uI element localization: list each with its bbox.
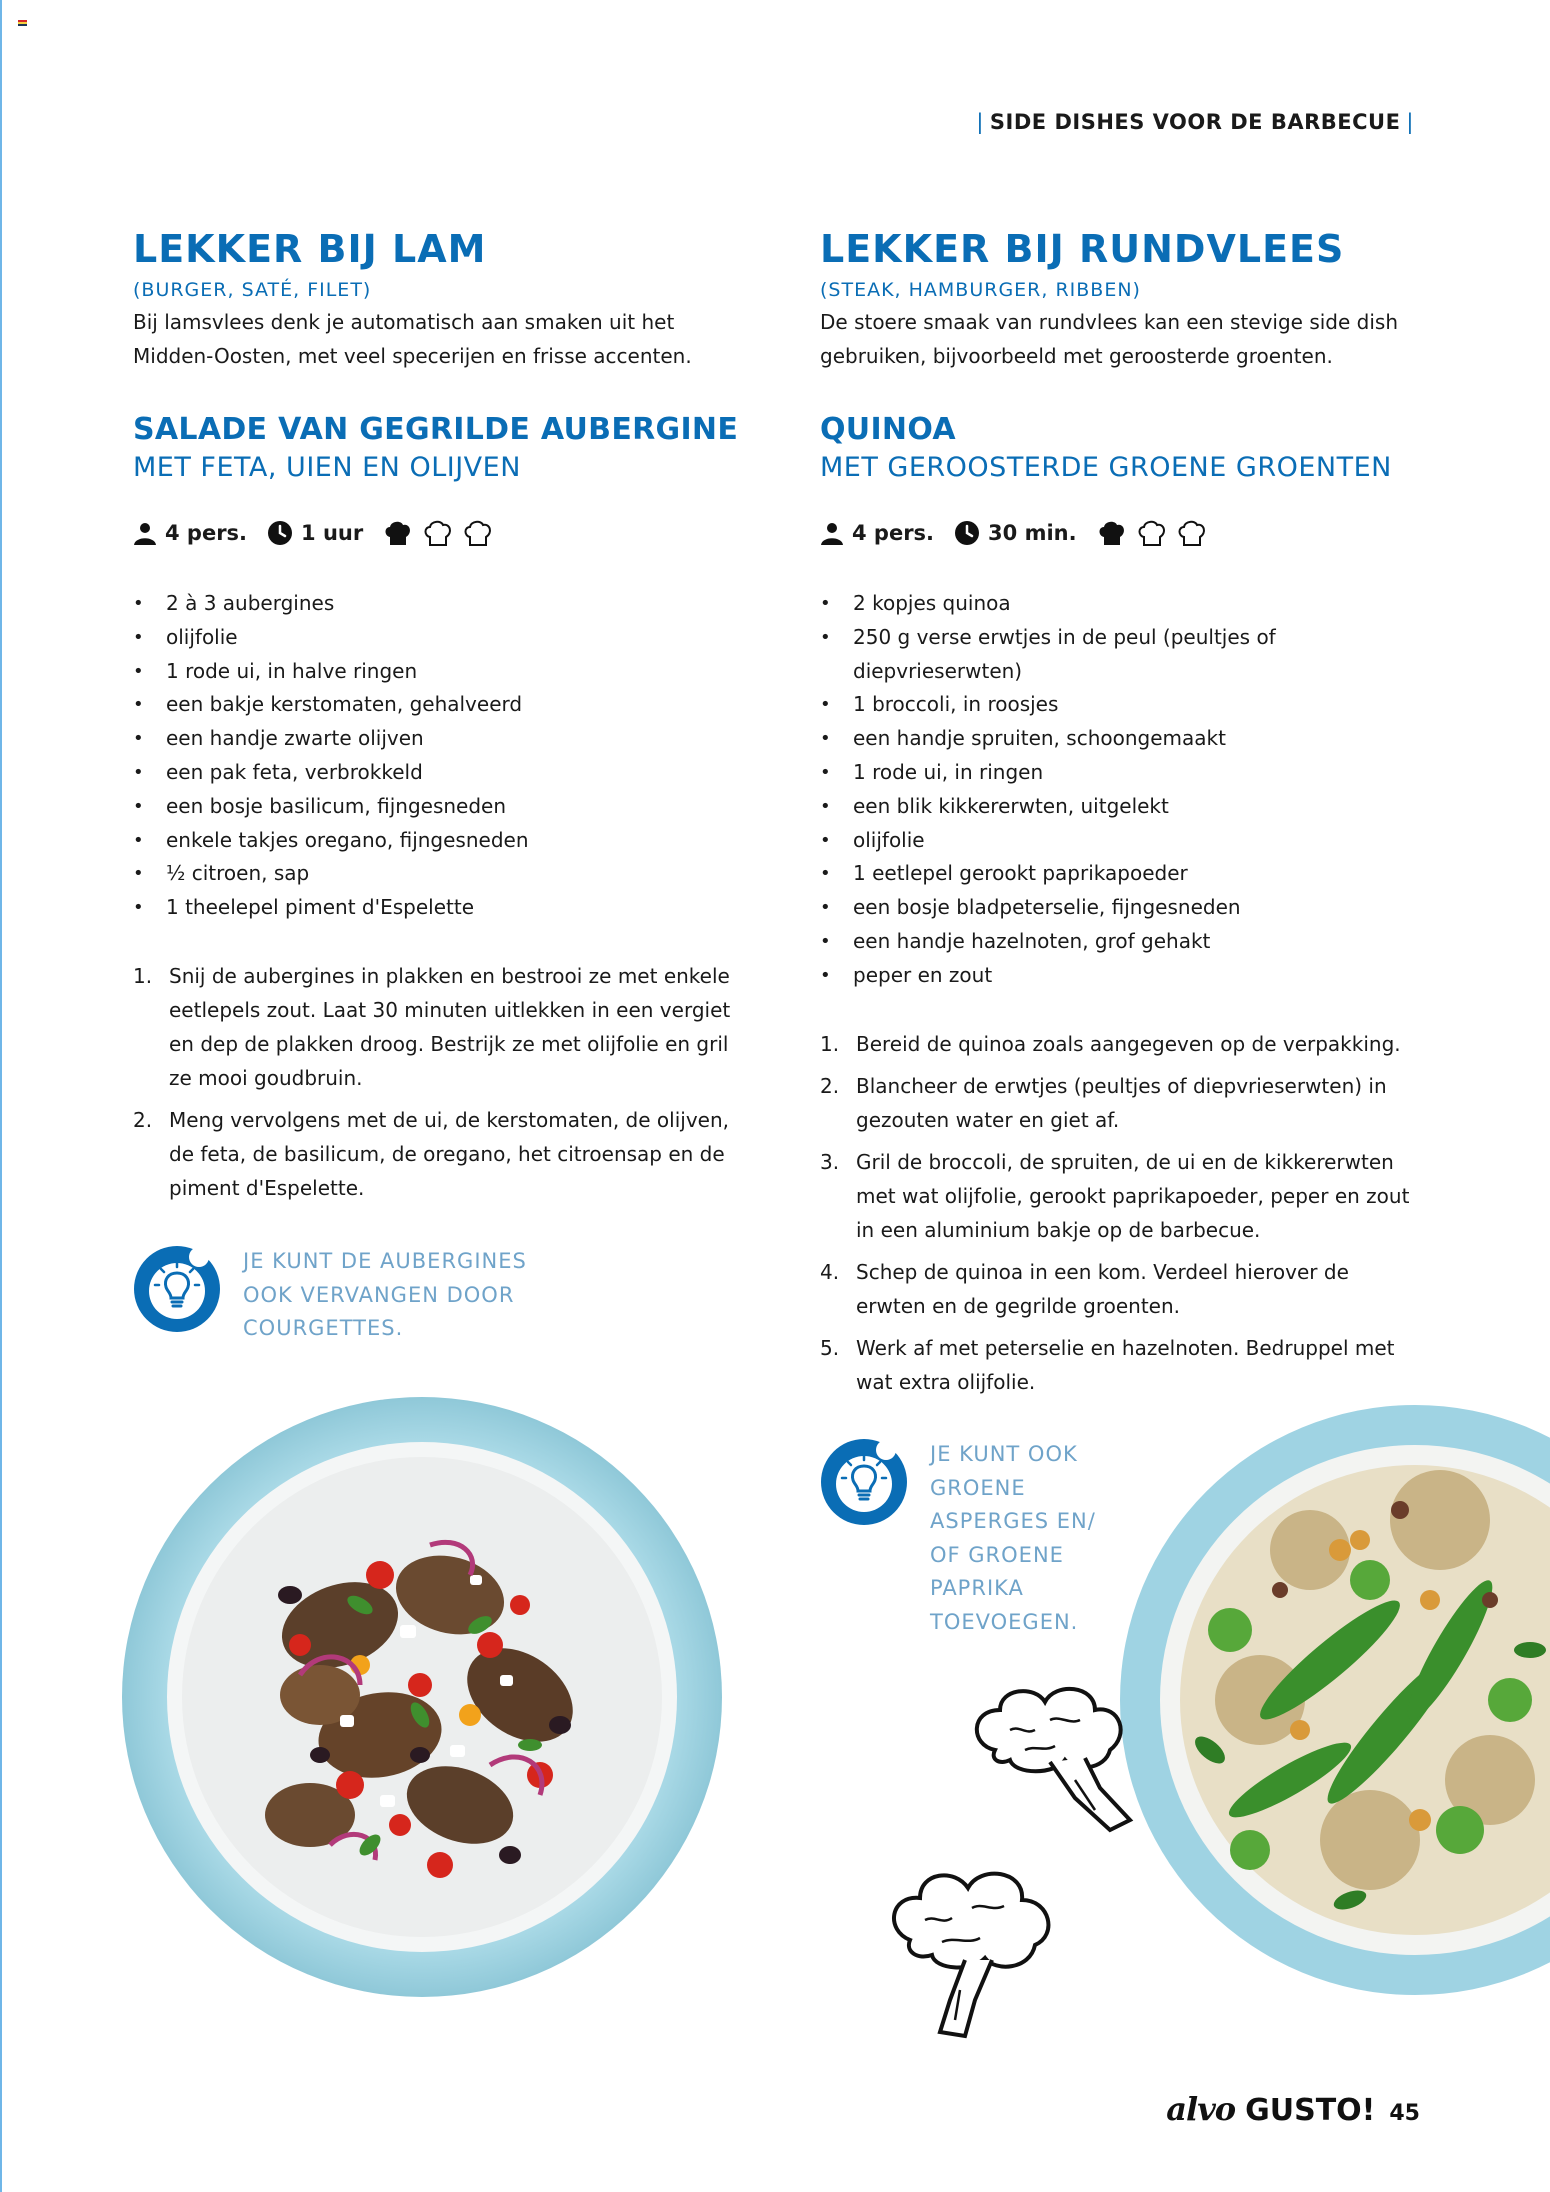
category-subtitle: (STEAK, HAMBURGER, RIBBEN) <box>820 279 1141 301</box>
list-item: • een handje hazelnoten, grof gehakt <box>820 925 1420 959</box>
list-item: • een bosje basilicum, fijngesneden <box>133 790 733 824</box>
category-title: LEKKER BIJ RUNDVLEES <box>820 227 1345 271</box>
chef-hat-icon-empty <box>423 519 453 547</box>
tip-text: JE KUNT DE AUBERGINES OOK VERVANGEN DOOR COURGETTES. <box>243 1249 527 1340</box>
step-item: 2. Blancheer de erwtjes (peultjes of diepvrieserwten) in gezouten water en giet af. <box>820 1073 1387 1132</box>
ingredient-list <box>133 587 733 925</box>
list-item: • olijfolie <box>820 824 1420 858</box>
list-item: • een bosje bladpeterselie, fijngesneden <box>820 891 1420 925</box>
step-text: Werk af met peterselie en hazelnoten. Bedruppel met wat extra olijfolie. <box>856 1335 1395 1394</box>
list-item: • enkele takjes oregano, fijngesneden <box>133 824 733 858</box>
category-title: LEKKER BIJ LAM <box>133 227 487 271</box>
page-number: 45 <box>1389 2101 1420 2126</box>
category-intro: Bij lamsvlees denk je automatisch aan smaken uit het Midden-Oosten, met veel specerijen en frisse accenten. <box>133 310 692 368</box>
chef-hat-icon-empty <box>463 519 493 547</box>
list-item: • 1 theelepel piment d'Espelette <box>133 891 733 925</box>
difficulty-rating <box>1097 519 1215 547</box>
list-item: • peper en zout <box>820 959 1420 993</box>
section-header-text: SIDE DISHES VOOR DE BARBECUE <box>989 110 1401 134</box>
clock-icon <box>954 520 980 546</box>
aubergine-salad-photo <box>120 1395 725 2000</box>
list-item: • 250 g verse erwtjes in de peul (peultjes of diepvrieserwten) <box>820 621 1420 689</box>
list-item: • 2 kopjes quinoa <box>820 587 1420 621</box>
recipe-meta <box>820 513 1420 553</box>
persons-text: 4 pers. <box>165 521 248 545</box>
step-text: Blancheer de erwtjes (peultjes of diepvrieserwten) in gezouten water en giet af. <box>856 1073 1387 1132</box>
recipe-column-right <box>820 225 1420 1407</box>
broccoli-illustration-bottom <box>880 1860 1090 2040</box>
persons-text: 4 pers. <box>852 521 935 545</box>
flag-icon <box>18 20 27 26</box>
list-item: • een blik kikkererwten, uitgelekt <box>820 790 1420 824</box>
chef-hat-icon-filled <box>383 519 413 547</box>
chef-hat-icon-empty <box>1177 519 1207 547</box>
section-header: | SIDE DISHES VOOR DE BARBECUE | <box>976 110 1414 134</box>
tip-box-right <box>820 1438 1150 1639</box>
recipe-subtitle: MET GEROOSTERDE GROENE GROENTEN <box>820 452 1392 483</box>
step-item: 1. Bereid de quinoa zoals aangegeven op de verpakking. <box>820 1031 1401 1056</box>
step-text: Meng vervolgens met de ui, de kerstomaten, de olijven, de feta, de basilicum, de oregano, het citroensap en de piment d'Espelette. <box>169 1107 729 1200</box>
step-text: Schep de quinoa in een kom. Verdeel hierover de erwten en de gegrilde groenten. <box>856 1259 1349 1318</box>
step-item: 5. Werk af met peterselie en hazelnoten. Bedruppel met wat extra olijfolie. <box>820 1335 1395 1394</box>
step-item: 1. Snij de aubergines in plakken en bestrooi ze met enkele eetlepels zout. Laat 30 minuten uitlekken in een vergiet en dep de plakken droog. Bestrijk ze met olijfolie en gril ze mooi goudbruin. <box>133 963 731 1090</box>
category-intro: De stoere smaak van rundvlees kan een stevige side dish gebruiken, bijvoorbeeld met geroosterde groenten. <box>820 310 1398 368</box>
step-item: 2. Meng vervolgens met de ui, de kerstomaten, de olijven, de feta, de basilicum, de oregano, het citroensap en de piment d'Espelette. <box>133 1107 729 1200</box>
list-item: • 1 rode ui, in ringen <box>820 756 1420 790</box>
list-item: • een handje zwarte olijven <box>133 722 733 756</box>
quinoa-bowl-photo <box>1110 1400 1550 2000</box>
recipe-meta <box>133 513 733 553</box>
list-item: • 1 rode ui, in halve ringen <box>133 655 733 689</box>
list-item: • 1 eetlepel gerookt paprikapoeder <box>820 857 1420 891</box>
step-item: 4. Schep de quinoa in een kom. Verdeel hierover de erwten en de gegrilde groenten. <box>820 1259 1349 1318</box>
list-item: • olijfolie <box>133 621 733 655</box>
list-item: • een pak feta, verbrokkeld <box>133 756 733 790</box>
recipe-column-left <box>133 225 739 1213</box>
tip-box-left <box>133 1245 573 1346</box>
difficulty-rating <box>383 519 501 547</box>
person-icon <box>133 521 157 545</box>
page-footer <box>1166 2090 1420 2128</box>
time-text: 1 uur <box>301 521 364 545</box>
list-item: • een bakje kerstomaten, gehalveerd <box>133 688 733 722</box>
clock-icon <box>267 520 293 546</box>
magazine-name: GUSTO! <box>1245 2093 1376 2128</box>
step-list <box>133 959 733 1205</box>
step-item: 3. Gril de broccoli, de spruiten, de ui en de kikkererwten met wat olijfolie, gerookt paprikapoeder, peper en zout in een aluminium bakje op de barbecue. <box>820 1149 1410 1242</box>
time-meta <box>954 520 1077 546</box>
recipe-title: QUINOA <box>820 412 956 447</box>
ingredient-list <box>820 587 1420 993</box>
persons-meta <box>133 521 247 545</box>
persons-meta <box>820 521 934 545</box>
list-item: • een handje spruiten, schoongemaakt <box>820 722 1420 756</box>
chef-hat-icon-filled <box>1097 519 1127 547</box>
list-item: • 1 broccoli, in roosjes <box>820 688 1420 722</box>
lightbulb-tip-icon <box>133 1245 221 1333</box>
chef-hat-icon-empty <box>1137 519 1167 547</box>
step-text: Snij de aubergines in plakken en bestrooi ze met enkele eetlepels zout. Laat 30 minuten uitlekken in een vergiet en dep de plakken droog. Bestrijk ze met olijfolie en gril ze mooi goudbruin. <box>169 963 731 1090</box>
step-list <box>820 1027 1420 1399</box>
time-text: 30 min. <box>988 521 1077 545</box>
tip-text: JE KUNT OOK GROENE ASPERGES EN/ OF GROENE PAPRIKA TOEVOEGEN. <box>930 1442 1096 1634</box>
step-text: Gril de broccoli, de spruiten, de ui en de kikkererwten met wat olijfolie, gerookt paprikapoeder, peper en zout in een aluminium bakje op de barbecue. <box>856 1149 1410 1242</box>
time-meta <box>267 520 363 546</box>
list-item: • 2 à 3 aubergines <box>133 587 733 621</box>
lightbulb-tip-icon <box>820 1438 908 1526</box>
alvo-logo: alvo <box>1166 2090 1236 2128</box>
step-text: Bereid de quinoa zoals aangegeven op de verpakking. <box>856 1031 1401 1056</box>
category-subtitle: (BURGER, SATÉ, FILET) <box>133 279 372 301</box>
recipe-title: SALADE VAN GEGRILDE AUBERGINE <box>133 412 739 447</box>
broccoli-illustration-top <box>955 1680 1175 1840</box>
person-icon <box>820 521 844 545</box>
recipe-subtitle: MET FETA, UIEN EN OLIJVEN <box>133 452 521 483</box>
list-item: • ½ citroen, sap <box>133 857 733 891</box>
page-edge-line <box>0 0 2 2192</box>
